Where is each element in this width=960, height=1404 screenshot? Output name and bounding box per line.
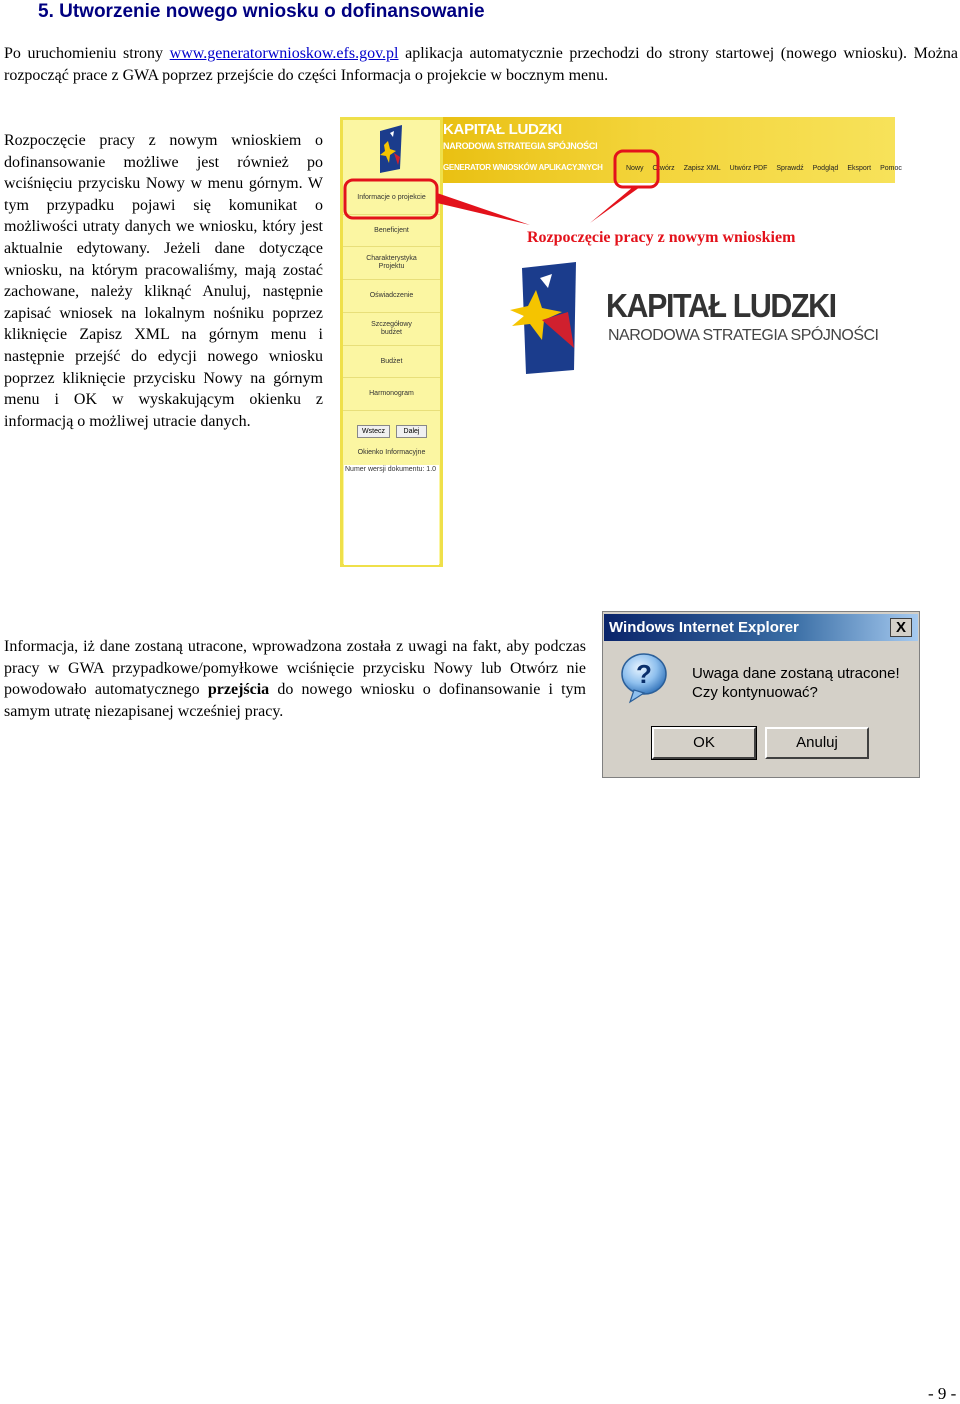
paragraph-bold-word: przejścia xyxy=(207,681,270,699)
sidebar-label: Harmonogram xyxy=(369,390,414,397)
paragraph-text-after: do nowego wniosku o dofinansowanie i tym samym utratę niezapisanej wcześniej pracy. xyxy=(4,681,586,720)
dialog-message-line2: Czy kontynuować? xyxy=(692,684,818,701)
sidebar-label: Szczegółowy budżet xyxy=(371,321,412,336)
data-loss-paragraph xyxy=(4,636,586,722)
menu-create-pdf[interactable]: Utwórz PDF xyxy=(729,165,768,172)
next-button[interactable]: Dalej xyxy=(396,425,427,438)
generator-link[interactable]: www.generatorwnioskow.efs.gov.pl xyxy=(169,45,399,62)
dialog-title: Windows Internet Explorer xyxy=(609,619,799,636)
sidebar-item-project-characteristics[interactable] xyxy=(343,247,440,280)
sidebar-label: Informacje o projekcie xyxy=(357,194,426,201)
sidebar-item-schedule[interactable] xyxy=(343,378,440,411)
sidebar-label: Charakterystyka Projektu xyxy=(366,255,417,270)
dialog-message-line1: Uwaga dane zostaną utracone! xyxy=(692,665,900,682)
back-button[interactable]: Wstecz xyxy=(357,425,390,438)
cancel-button[interactable]: Anuluj xyxy=(765,727,869,759)
intro-text-after: aplikacja automatycznie przechodzi do strony startowej (nowego wniosku). Można rozpocząć prace z GWA poprzez przejście do części Informacja o projekcie w bocznym menu. xyxy=(4,45,958,84)
page-number: - 9 - xyxy=(928,1384,957,1403)
sidebar-item-budget[interactable] xyxy=(343,346,440,378)
sidebar-item-detailed-budget[interactable] xyxy=(343,313,440,346)
dialog-message xyxy=(692,664,900,702)
menu-preview[interactable]: Podgląd xyxy=(812,165,839,172)
menu-check[interactable]: Sprawdź xyxy=(776,165,804,172)
dialog-close-button[interactable]: X xyxy=(890,618,912,637)
menu-open[interactable]: Otwórz xyxy=(652,165,675,172)
new-application-paragraph: Rozpoczęcie pracy z nowym wnioskiem o dofinansowanie możliwe jest również po wciśnięciu przycisku Nowy w menu górnym. W tym przypadku pojawi się komunikat o możliwości utraty danych we wniosku, który jest aktualnie edytowany. Jeżeli dane dotyczące wniosku, na którym pracowaliśmy, mają zostać zachowane, należy kliknąć Anuluj, następnie zapisać wniosek na lokalnym nośniku poprzez kliknięcie Zapisz XML na górnym menu i następnie przejść do edycji nowego wniosku poprzez kliknięcie przycisku Nowy na górnym menu i OK w wyskakującym okienku z informacją o możliwej utracie danych. xyxy=(4,132,323,430)
menu-help[interactable]: Pomoc xyxy=(880,165,902,172)
callout-arrow-left xyxy=(437,193,530,225)
svg-text:?: ? xyxy=(636,659,652,689)
callout-arrow-right xyxy=(590,187,640,223)
menu-export[interactable]: Eksport xyxy=(847,165,872,172)
info-window-label: Okienko Informacyjne xyxy=(357,449,426,456)
sidebar-label: Oświadczenie xyxy=(369,292,414,299)
paragraph-text-before: Informacja, iż dane zostaną utracone, wprowadzona została z uwagi na fakt, aby podczas pracy w GWA przypadkowe/pomyłkowe wciśnięcie przycisku Nowy lub Otwórz nie powodowało automatycznego xyxy=(4,638,586,699)
logo-title: KAPITAŁ LUDZKI xyxy=(606,287,836,324)
header-app-name: GENERATOR WNIOSKÓW APLIKACYJNYCH xyxy=(443,163,603,172)
kapital-ludzki-logo-icon xyxy=(508,262,580,374)
highlight-project-info xyxy=(345,180,437,218)
ok-button[interactable]: OK xyxy=(652,727,756,759)
document-version: Numer wersji dokumentu: 1.0 xyxy=(344,465,439,565)
header-subtitle: NARODOWA STRATEGIA SPÓJNOŚCI xyxy=(443,141,598,151)
sidebar-item-declaration[interactable] xyxy=(343,280,440,313)
menu-save-xml[interactable]: Zapisz XML xyxy=(683,165,721,172)
header-title: KAPITAŁ LUDZKI xyxy=(443,121,562,138)
sidebar-label: Budżet xyxy=(380,357,403,365)
intro-paragraph xyxy=(4,43,958,86)
highlight-new-button xyxy=(615,151,658,187)
sidebar-label: Beneficjent xyxy=(374,226,409,234)
logo-subtitle: NARODOWA STRATEGIA SPÓJNOŚCI xyxy=(608,327,879,344)
menu-new[interactable]: Nowy xyxy=(626,165,644,172)
question-icon xyxy=(620,652,668,704)
section-heading: 5. Utworzenie nowego wniosku o dofinansowanie xyxy=(38,1,485,22)
intro-text-before: Po uruchomieniu strony xyxy=(4,45,170,62)
callout-label: Rozpoczęcie pracy z nowym wnioskiem xyxy=(527,229,796,246)
